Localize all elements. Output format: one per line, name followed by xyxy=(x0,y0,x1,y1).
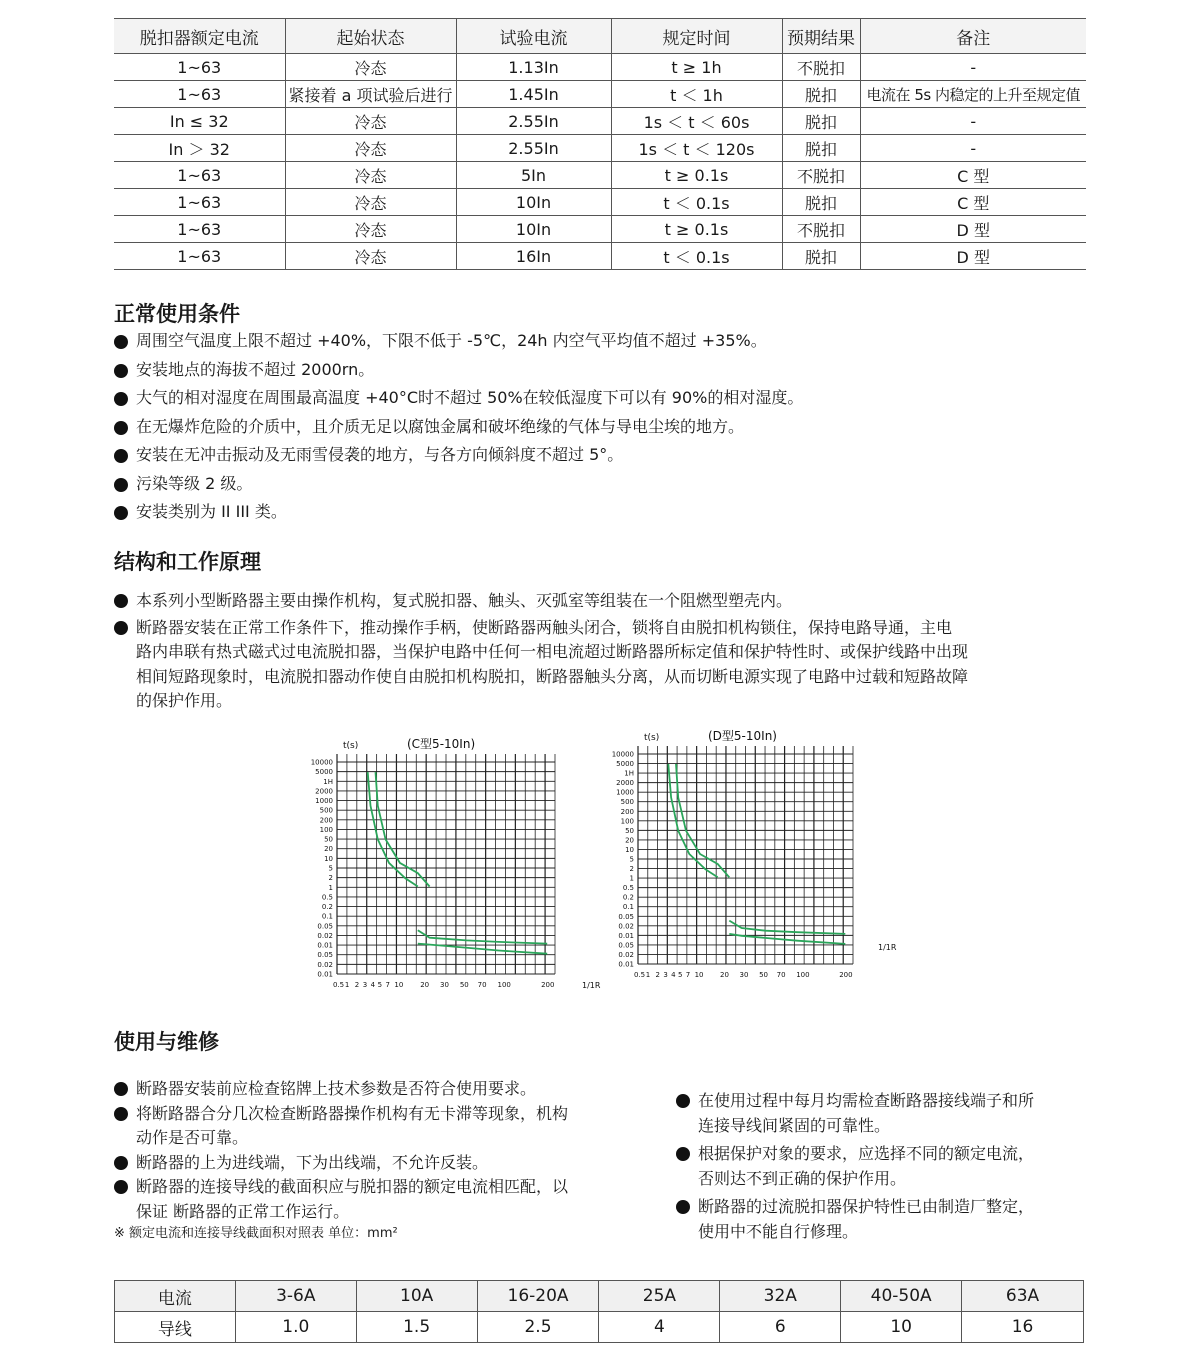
y-tick-label: 2 xyxy=(328,874,333,883)
table-cell: 脱扣 xyxy=(782,108,860,135)
x-tick-label: 4 xyxy=(671,971,676,979)
bullet-icon xyxy=(114,1082,128,1096)
y-tick-label: 0.1 xyxy=(622,903,634,912)
list-item xyxy=(114,441,1094,470)
table-cell: 冷态 xyxy=(285,243,456,270)
table-cell: 16In xyxy=(456,243,611,270)
x-tick-label: 100 xyxy=(497,981,511,989)
maintenance-list-left xyxy=(114,1077,654,1224)
x-tick-label: 5 xyxy=(377,981,383,989)
x-tick-label: 50 xyxy=(759,971,769,979)
y-tick-label: 2 xyxy=(629,865,634,874)
list-item xyxy=(114,327,1094,356)
y-tick-label: 100 xyxy=(319,825,333,834)
y-tick-label: 2000 xyxy=(315,787,333,796)
header-cell: 脱扣器额定电流 xyxy=(114,19,285,54)
y-tick-label: 20 xyxy=(625,836,634,845)
y-tick-label: 0.01 xyxy=(317,941,333,950)
table-row xyxy=(114,243,1086,270)
list-item-text: 断路器的连接导线的截面积应与脱扣器的额定电流相匹配，以 xyxy=(136,1177,569,1196)
table-cell: 4 xyxy=(599,1312,720,1343)
list-item-text: 周围空气温度上限不超过 +40%，下限不低于 -5℃，24h 内空气平均值不超过 +35%。 xyxy=(136,331,767,350)
table-cell: In ＞ 32 xyxy=(114,135,285,162)
bullet-icon xyxy=(676,1200,690,1214)
chart-title: (D型5-10In) xyxy=(708,729,777,743)
bullet-icon xyxy=(114,335,128,349)
y-tick-label: 10 xyxy=(324,854,333,863)
y-tick-label: 20 xyxy=(324,845,333,854)
list-item xyxy=(114,589,1094,614)
table-cell: 25A xyxy=(599,1281,720,1312)
table-cell: 2.55In xyxy=(456,108,611,135)
table-cell: 1~63 xyxy=(114,54,285,81)
list-item xyxy=(676,1089,1106,1138)
table-cell: 1s ＜ t ＜ 120s xyxy=(611,135,782,162)
table-cell: 脱扣 xyxy=(782,81,860,108)
list-item xyxy=(114,356,1094,385)
y-tick-label: 0.01 xyxy=(317,970,333,979)
bullet-icon xyxy=(114,478,128,492)
y-axis-label: t(s) xyxy=(644,733,660,743)
y-tick-label: 5 xyxy=(629,855,634,864)
list-item xyxy=(114,1151,654,1176)
table-cell: t ≥ 0.1s xyxy=(611,162,782,189)
x-tick-label: 2 xyxy=(655,971,660,979)
list-item-text: 断路器安装前应检查铭牌上技术参数是否符合使用要求。 xyxy=(136,1079,537,1098)
list-item xyxy=(114,384,1094,413)
y-tick-label: 10 xyxy=(625,845,634,854)
table-cell: 5In xyxy=(456,162,611,189)
table-cell: 电流 xyxy=(115,1281,236,1312)
trip-curve-line xyxy=(418,930,547,943)
list-item-text: 断路器的过流脱扣器保护特性已由制造厂整定， xyxy=(698,1197,1035,1216)
y-tick-label: 0.2 xyxy=(321,903,333,912)
bullet-icon xyxy=(114,1180,128,1194)
structure-list xyxy=(114,589,1094,714)
y-tick-label: 0.02 xyxy=(317,931,333,940)
list-item-text: 在无爆炸危险的介质中，且介质无足以腐蚀金属和破坏绝缘的气体与导电尘埃的地方。 xyxy=(136,416,745,436)
y-tick-label: 0.5 xyxy=(321,893,333,902)
bullet-icon xyxy=(114,1107,128,1121)
y-tick-label: 0.05 xyxy=(317,922,333,931)
table-cell: 1.0 xyxy=(235,1312,356,1343)
y-tick-label: 500 xyxy=(620,798,634,807)
y-tick-label: 1 xyxy=(629,874,634,883)
paragraph-line: 路内串联有热式磁式过电流脱扣器，当保护电路中任何一相电流超过断路器所标定值和保护特性时、或保护线路中出现 xyxy=(136,642,969,661)
y-tick-label: 1 xyxy=(328,883,333,892)
header-cell: 起始状态 xyxy=(285,19,456,54)
table-cell: 冷态 xyxy=(285,162,456,189)
list-item xyxy=(114,1175,654,1224)
x-tick-label: 7 xyxy=(685,971,691,979)
x-axis-label: 1/1R xyxy=(878,943,897,952)
x-tick-label: 200 xyxy=(839,971,853,979)
table-cell: D 型 xyxy=(860,243,1086,270)
y-axis-label: t(s) xyxy=(343,741,359,751)
table-cell: 1~63 xyxy=(114,189,285,216)
table-cell: t ＜ 1h xyxy=(611,81,782,108)
table-cell: 3-6A xyxy=(235,1281,356,1312)
table-cell: 1s ＜ t ＜ 60s xyxy=(611,108,782,135)
bullet-icon xyxy=(114,449,128,463)
table-cell: D 型 xyxy=(860,216,1086,243)
section-title-maintenance: 使用与维修 xyxy=(114,1030,219,1054)
y-tick-label: 2000 xyxy=(616,779,634,788)
bullet-icon xyxy=(114,1156,128,1170)
table-cell: 冷态 xyxy=(285,54,456,81)
bullet-icon xyxy=(114,364,128,378)
x-tick-label: 70 xyxy=(776,971,786,979)
table-cell: t ≥ 1h xyxy=(611,54,782,81)
list-item-text: 大气的相对湿度在周围最高温度 +40°C时不超过 50%在较低湿度下可以有 90%的相对湿度。 xyxy=(136,388,804,407)
table-cell: 1~63 xyxy=(114,216,285,243)
y-tick-label: 50 xyxy=(324,835,333,844)
y-tick-label: 0.2 xyxy=(622,893,634,902)
bullet-icon xyxy=(114,506,128,520)
table-cell: 1.5 xyxy=(356,1312,477,1343)
table-cell: 1.45In xyxy=(456,81,611,108)
y-tick-label: 0.5 xyxy=(622,884,634,893)
table-cell: 2.5 xyxy=(477,1312,599,1343)
list-item-text: 污染等级 2 级。 xyxy=(136,473,253,493)
table-cell: 10In xyxy=(456,189,611,216)
y-tick-label: 0.01 xyxy=(618,931,634,940)
x-tick-label: 30 xyxy=(739,971,749,979)
table-cell: In ≤ 32 xyxy=(114,108,285,135)
y-tick-label: 1H xyxy=(624,769,634,778)
table-cell: 脱扣 xyxy=(782,189,860,216)
x-tick-label: 2 xyxy=(354,981,360,989)
table-cell: 不脱扣 xyxy=(782,216,860,243)
wire-table-footnote: ※ 额定电流和连接导线截面积对照表 单位：mm² xyxy=(114,1226,398,1241)
y-tick-label: 1000 xyxy=(616,788,634,797)
table-cell: 脱扣 xyxy=(782,243,860,270)
y-tick-label: 0.02 xyxy=(317,960,333,969)
y-tick-label: 0.05 xyxy=(618,941,634,950)
y-tick-label: 0.1 xyxy=(321,912,333,921)
paragraph-line: 相间短路现象时，电流脱扣器动作使自由脱扣机构脱扣，断路器触头分离，从而切断电源实现了电路中过载和短路故障 xyxy=(136,666,969,686)
list-item-text: 根据保护对象的要求，应选择不同的额定电流， xyxy=(698,1144,1035,1163)
maintenance-list-right xyxy=(676,1089,1106,1244)
x-tick-label: 20 xyxy=(720,971,729,979)
paragraph-line: 的保护作用。 xyxy=(136,691,233,710)
table-cell: t ≥ 0.1s xyxy=(611,216,782,243)
table-cell: 电流在 5s 内稳定的上升至规定值 xyxy=(860,81,1086,108)
table-cell: 10A xyxy=(356,1281,477,1312)
table-row xyxy=(114,54,1086,81)
header-cell: 预期结果 xyxy=(782,19,860,54)
table-cell: t ＜ 0.1s xyxy=(611,189,782,216)
table-row xyxy=(114,162,1086,189)
list-item xyxy=(114,1077,654,1102)
y-tick-label: 100 xyxy=(620,817,634,826)
section-title-structure: 结构和工作原理 xyxy=(114,550,261,574)
bullet-icon xyxy=(676,1147,690,1161)
trip-characteristics-table xyxy=(114,18,1086,270)
y-tick-label: 5000 xyxy=(616,760,634,769)
table-row xyxy=(115,1281,1084,1312)
list-item xyxy=(676,1195,1106,1244)
table-cell: 不脱扣 xyxy=(782,162,860,189)
table-cell: 1.13In xyxy=(456,54,611,81)
list-item-text: 安装在无冲击振动及无雨雪侵袭的地方，与各方向倾斜度不超过 5°。 xyxy=(136,445,624,464)
table-cell: 10 xyxy=(841,1312,962,1343)
header-cell: 规定时间 xyxy=(611,19,782,54)
table-cell: 1~63 xyxy=(114,81,285,108)
y-tick-label: 1H xyxy=(323,777,333,786)
bullet-icon xyxy=(114,421,128,435)
table-cell: 40-50A xyxy=(841,1281,962,1312)
x-tick-label: 50 xyxy=(459,981,469,989)
table-cell: 冷态 xyxy=(285,189,456,216)
table-cell: 16-20A xyxy=(477,1281,599,1312)
table-row xyxy=(114,135,1086,162)
x-tick-label: 70 xyxy=(477,981,487,989)
table-cell: 冷态 xyxy=(285,216,456,243)
y-tick-label: 50 xyxy=(625,826,634,835)
x-tick-label: 30 xyxy=(440,981,449,989)
y-tick-label: 0.05 xyxy=(317,951,333,960)
trip-curve-chart-d xyxy=(600,718,900,983)
list-item-text: 保证 断路器的正常工作运行。 xyxy=(136,1201,350,1221)
y-tick-label: 0.02 xyxy=(618,922,634,931)
table-cell: 63A xyxy=(962,1281,1084,1312)
x-tick-label: 5 xyxy=(677,971,683,979)
chart-title: (C型5-10In) xyxy=(407,737,476,751)
list-item-text: 动作是否可靠。 xyxy=(136,1128,249,1147)
list-item-text: 安装地点的海拔不超过 2000rn。 xyxy=(136,359,375,379)
bullet-icon xyxy=(114,621,128,635)
bullet-icon xyxy=(114,392,128,406)
y-tick-label: 5 xyxy=(328,864,333,873)
y-tick-label: 500 xyxy=(319,806,333,815)
table-cell: 1~63 xyxy=(114,243,285,270)
table-cell: 冷态 xyxy=(285,135,456,162)
list-item-text: 连接导线间紧固的可靠性。 xyxy=(698,1115,891,1135)
table-cell: - xyxy=(860,135,1086,162)
y-tick-label: 0.01 xyxy=(618,960,634,969)
x-tick-label: 100 xyxy=(796,971,810,979)
list-item-text: 使用中不能自行修理。 xyxy=(698,1221,859,1241)
x-tick-label: 3 xyxy=(663,971,668,979)
table-row xyxy=(114,189,1086,216)
table-row xyxy=(115,1312,1084,1343)
table-cell: 紧接着 a 项试验后进行 xyxy=(285,81,456,108)
table-cell: t ＜ 0.1s xyxy=(611,243,782,270)
list-item xyxy=(114,470,1094,499)
list-item xyxy=(114,616,1094,714)
y-tick-label: 0.02 xyxy=(618,950,634,959)
header-cell: 备注 xyxy=(860,19,1086,54)
list-item xyxy=(114,413,1094,442)
list-item-text: 将断路器合分几次检查断路器操作机构有无卡滞等现象，机构 xyxy=(136,1103,569,1123)
list-item-text: 在使用过程中每月均需检查断路器接线端子和所 xyxy=(698,1091,1035,1110)
y-tick-label: 200 xyxy=(319,816,333,825)
x-axis-label: 1/1R xyxy=(582,981,601,990)
header-cell: 试验电流 xyxy=(456,19,611,54)
x-tick-label: 4 xyxy=(370,981,376,989)
x-tick-label: 20 xyxy=(420,981,430,989)
section-title-conditions: 正常使用条件 xyxy=(114,302,240,326)
x-tick-label: 7 xyxy=(385,981,390,989)
x-tick-label: 10 xyxy=(694,971,704,979)
paragraph-line: 断路器安装在正常工作条件下，推动操作手柄，使断路器两触头闭合，锁将自由脱扣机构锁住，保持电路导通，主电 xyxy=(136,617,953,637)
table-cell: 脱扣 xyxy=(782,135,860,162)
table-row xyxy=(114,81,1086,108)
bullet-icon xyxy=(676,1094,690,1108)
table-cell: - xyxy=(860,108,1086,135)
table-cell: 32A xyxy=(720,1281,841,1312)
table-row xyxy=(114,108,1086,135)
y-tick-label: 0.05 xyxy=(618,912,634,921)
list-item xyxy=(114,498,1094,527)
x-tick-label: 0.5 xyxy=(333,981,345,989)
list-item-text: 本系列小型断路器主要由操作机构，复式脱扣器、触头、灭弧室等组装在一个阻燃型塑壳内。 xyxy=(136,591,793,610)
x-tick-label: 200 xyxy=(541,981,555,989)
x-tick-label: 10 xyxy=(394,981,404,989)
wire-section-table xyxy=(114,1280,1084,1343)
x-tick-label: 1 xyxy=(344,981,350,989)
table-cell: C 型 xyxy=(860,189,1086,216)
x-tick-label: 0.5 xyxy=(634,971,646,979)
table-row xyxy=(114,216,1086,243)
table-cell: 不脱扣 xyxy=(782,54,860,81)
list-item-text: 否则达不到正确的保护作用。 xyxy=(698,1168,907,1188)
table-header-row xyxy=(114,19,1086,54)
table-cell: 1~63 xyxy=(114,162,285,189)
conditions-list xyxy=(114,327,1094,527)
x-tick-label: 3 xyxy=(362,981,368,989)
list-item xyxy=(114,1102,654,1151)
y-tick-label: 10000 xyxy=(310,758,333,767)
y-tick-label: 200 xyxy=(620,807,634,816)
list-item xyxy=(676,1142,1106,1191)
table-cell: 10In xyxy=(456,216,611,243)
y-tick-label: 10000 xyxy=(611,750,634,759)
table-cell: 导线 xyxy=(115,1312,236,1343)
table-cell: C 型 xyxy=(860,162,1086,189)
table-cell: 6 xyxy=(720,1312,841,1343)
table-cell: - xyxy=(860,54,1086,81)
trip-curve-chart-c xyxy=(295,724,615,994)
y-tick-label: 5000 xyxy=(315,768,333,777)
list-item-text: 断路器的上为进线端，下为出线端，不允许反装。 xyxy=(136,1152,489,1172)
bullet-icon xyxy=(114,594,128,608)
y-tick-label: 1000 xyxy=(315,797,333,806)
x-tick-label: 1 xyxy=(645,971,651,979)
table-cell: 2.55In xyxy=(456,135,611,162)
table-cell: 冷态 xyxy=(285,108,456,135)
list-item-text: 安装类别为 II III 类。 xyxy=(136,502,287,521)
table-cell: 16 xyxy=(962,1312,1084,1343)
trip-curve-line xyxy=(729,921,845,934)
